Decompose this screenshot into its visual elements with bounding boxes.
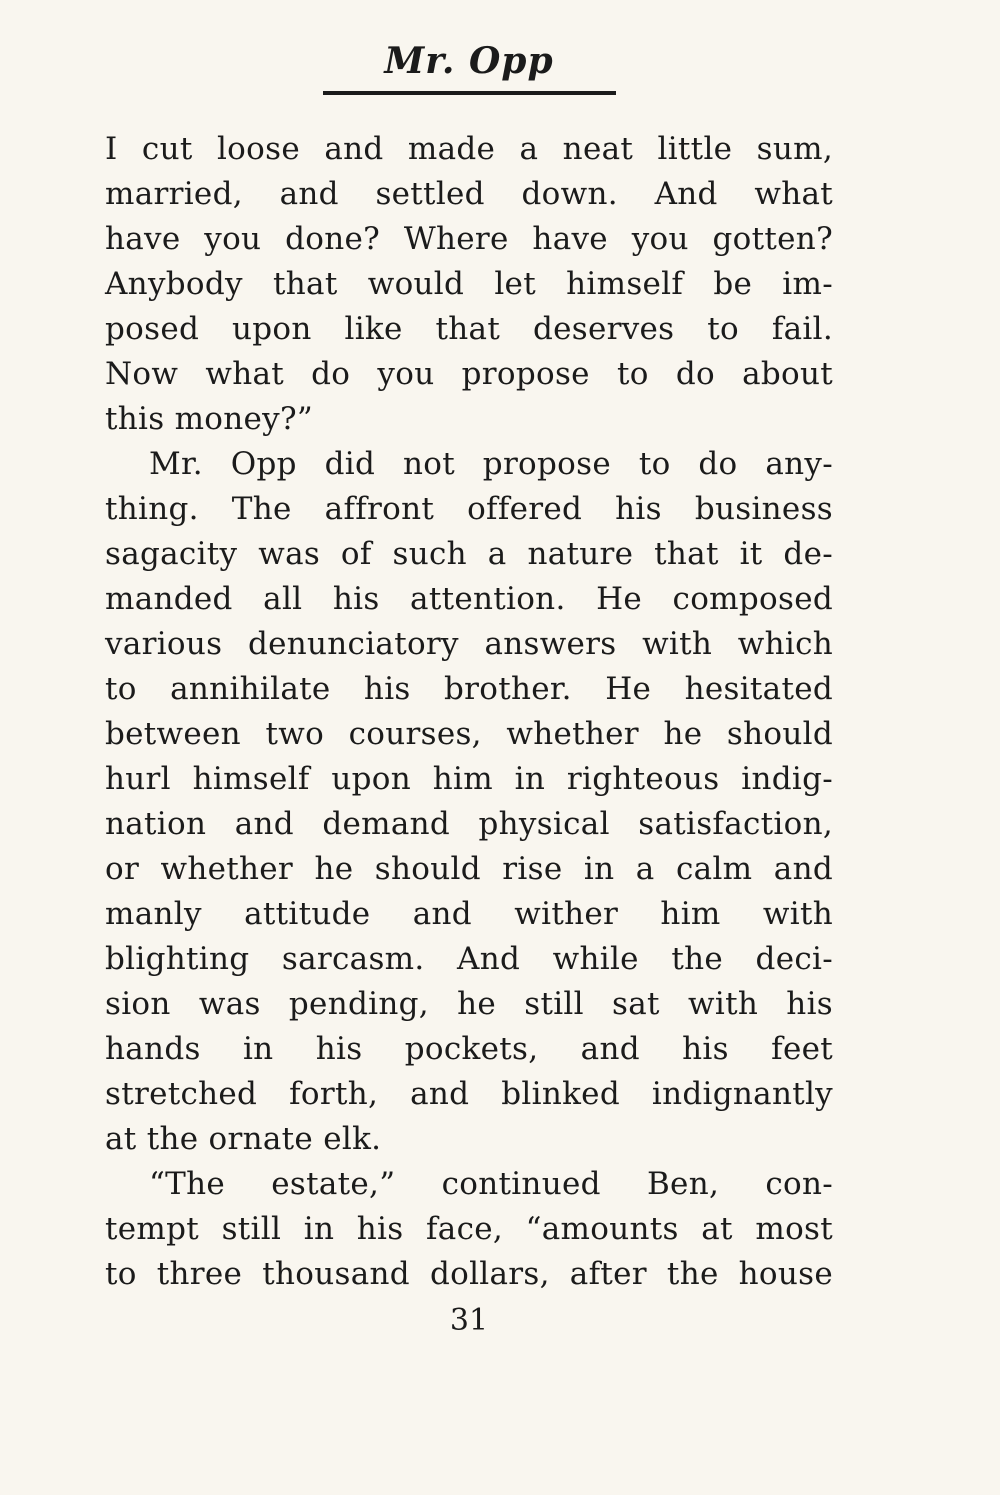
text-line: posed upon like that deserves to fail. xyxy=(105,311,833,347)
text-line: Anybody that would let himself be im- xyxy=(105,266,833,302)
header-rule xyxy=(323,91,616,95)
text-line: to annihilate his brother. He hesitated xyxy=(105,671,833,707)
text-line: hands in his pockets, and his feet xyxy=(105,1031,833,1067)
text-line: this money?” xyxy=(105,401,314,437)
text-line: or whether he should rise in a calm and xyxy=(105,851,833,887)
text-line: blighting sarcasm. And while the deci- xyxy=(105,941,833,977)
text-line: have you done? Where have you gotten? xyxy=(105,221,833,257)
running-head xyxy=(105,40,833,95)
body-text xyxy=(105,127,833,1297)
text-line: tempt still in his face, “amounts at most xyxy=(105,1211,833,1247)
text-line: between two courses, whether he should xyxy=(105,716,833,752)
text-line: Mr. Opp did not propose to do any- xyxy=(149,446,833,482)
text-line: I cut loose and made a neat little sum, xyxy=(105,131,833,167)
text-line: nation and demand physical satisfaction, xyxy=(105,806,833,842)
text-line: “The estate,” continued Ben, con- xyxy=(149,1166,833,1202)
text-line: married, and settled down. And what xyxy=(105,176,833,212)
text-line: thing. The affront offered his business xyxy=(105,491,833,527)
text-line: to three thousand dollars, after the house xyxy=(105,1256,833,1292)
page-number: 31 xyxy=(449,1303,489,1338)
text-line: hurl himself upon him in righteous indig- xyxy=(105,761,833,797)
text-line: manded all his attention. He composed xyxy=(105,581,833,617)
text-line: various denunciatory answers with which xyxy=(105,626,833,662)
text-line: manly attitude and wither him with xyxy=(105,896,833,932)
text-line: Now what do you propose to do about xyxy=(105,356,833,392)
text-line: sagacity was of such a nature that it de- xyxy=(105,536,833,572)
text-line: at the ornate elk. xyxy=(105,1121,382,1157)
text-line: stretched forth, and blinked indignantly xyxy=(105,1076,833,1112)
page-title: Mr. Opp xyxy=(384,40,554,82)
text-line: sion was pending, he still sat with his xyxy=(105,986,833,1022)
